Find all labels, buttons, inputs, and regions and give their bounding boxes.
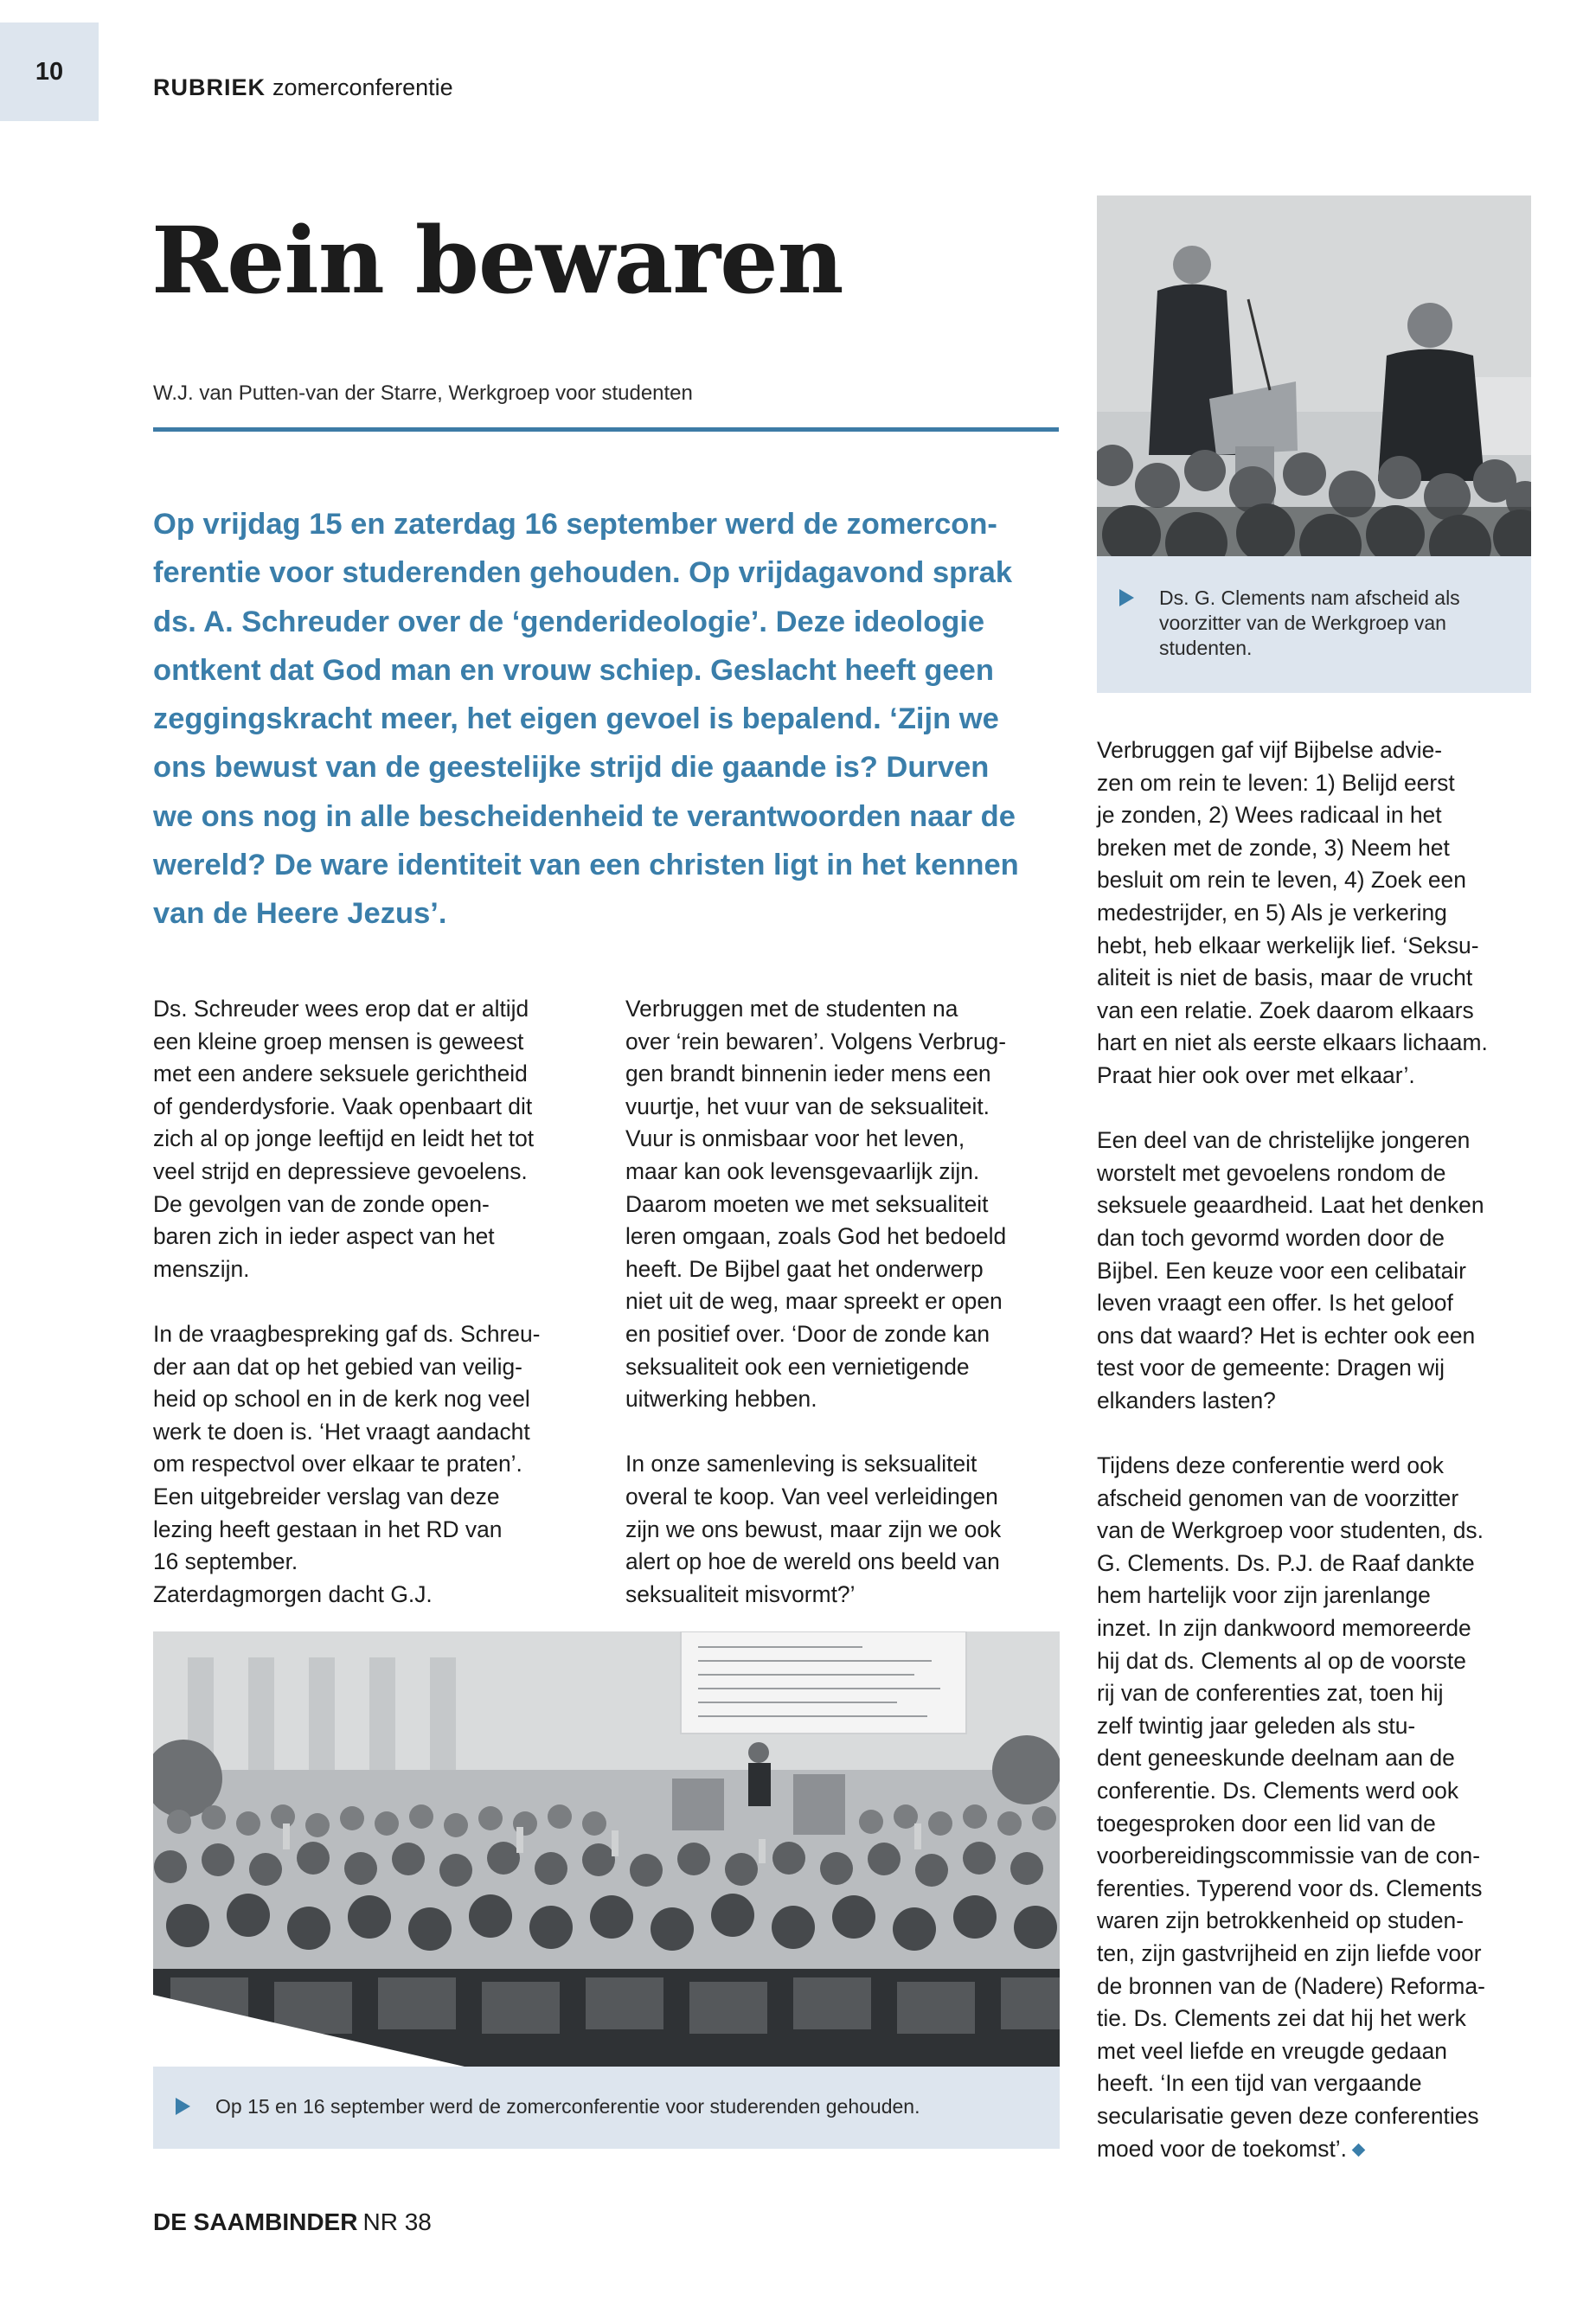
body-line: breken met de zonde, 3) Neem het (1097, 834, 1450, 861)
caption-text: Op 15 en 16 september werd de zomerconferentie voor studerenden gehouden. (215, 2095, 920, 2118)
body-line: In onze samenleving is seksualiteit (625, 1451, 977, 1477)
issue-number: NR 38 (362, 2208, 432, 2235)
body-line: je zonden, 2) Wees radicaal in het (1097, 802, 1442, 829)
paragraph-gap (1097, 1417, 1547, 1450)
body-line: secularisatie geven deze conferenties (1097, 2102, 1479, 2129)
body-line: alert op hoe de wereld ons beeld van (625, 1548, 1000, 1575)
body-line: de bronnen van de (Nadere) Reforma- (1097, 1972, 1485, 1999)
lead-line: van de Heere Jezus’. (153, 897, 447, 931)
body-line: der aan dat op het gebied van veilig- (153, 1353, 522, 1380)
caption-line: voorzitter van de Werkgroep van (1159, 612, 1446, 634)
page-number: 10 (35, 58, 64, 86)
body-line: seksuele geaardheid. Laat het denken (1097, 1192, 1484, 1219)
body-line: inzet. In zijn dankwoord memoreerde (1097, 1615, 1471, 1642)
body-line: Daarom moeten we met seksualiteit (625, 1190, 989, 1217)
body-line: hij dat ds. Clements al op de voorste (1097, 1647, 1466, 1674)
lead-line: ons bewust van de geestelijke strijd die gaande is? Durven (153, 751, 990, 785)
body-line: ons dat waard? Het is echter ook een (1097, 1322, 1476, 1349)
body-line: met een andere seksuele gerichtheid (153, 1061, 528, 1087)
title-divider (153, 427, 1059, 432)
body-line (1097, 2133, 1547, 2166)
section-header (153, 74, 453, 101)
lead-line: zeggingskracht meer, het eigen gevoel is bepalend. ‘Zijn we (153, 702, 999, 736)
caption-line: Ds. G. Clements nam afscheid als (1159, 586, 1460, 609)
body-line: seksualiteit misvormt?’ (625, 1580, 856, 1607)
body-line: Bijbel. Een keuze voor een celibatair (1097, 1257, 1466, 1284)
body-line: zen om rein te leven: 1) Belijd eerst (1097, 769, 1455, 796)
body-line: een kleine groep mensen is geweest (153, 1028, 524, 1054)
caption-text (1159, 586, 1514, 661)
photo-speakers-caption (1097, 556, 1531, 693)
body-line: ten, zijn gastvrijheid en zijn liefde voor (1097, 1939, 1482, 1966)
body-line: en positief over. ‘Door de zonde kan (625, 1320, 990, 1347)
body-line: uitwerking hebben. (625, 1386, 817, 1413)
section-label: RUBRIEK (153, 74, 266, 100)
body-line: elkanders lasten? (1097, 1387, 1276, 1413)
body-line: In de vraagbespreking gaf ds. Schreu- (153, 1320, 541, 1347)
lead-line: ontkent dat God man en vrouw schiep. Geslacht heeft geen (153, 653, 994, 687)
article-lead (153, 500, 1061, 939)
body-line: vuurtje, het vuur van de seksualiteit. (625, 1093, 990, 1119)
body-line: heid op school en in de kerk nog veel (153, 1386, 530, 1413)
body-line: hart en niet als eerste elkaars lichaam. (1097, 1029, 1488, 1056)
body-line: seksualiteit ook een vernietigende (625, 1353, 970, 1380)
body-line: van de Werkgroep voor studenten, ds. (1097, 1517, 1484, 1544)
paragraph-gap (153, 1285, 603, 1318)
body-line: van een relatie. Zoek daarom elkaars (1097, 997, 1474, 1023)
paragraph-gap (1097, 1093, 1547, 1125)
body-line: zich al op jonge leeftijd en leidt het tot (153, 1125, 535, 1152)
body-line: zijn we ons bewust, maar zijn we ook (625, 1516, 1002, 1542)
body-line: menszijn. (153, 1255, 250, 1282)
body-line: ferenties. Typerend voor ds. Clements (1097, 1875, 1483, 1901)
body-line: conferentie. Ds. Clements werd ook (1097, 1778, 1459, 1804)
lead-line: ds. A. Schreuder over de ‘genderideologie’. Deze ideologie (153, 605, 985, 638)
body-line: medestrijder, en 5) Als je verkering (1097, 899, 1447, 926)
body-line: test voor de gemeente: Dragen wij (1097, 1355, 1445, 1381)
body-column-1 (153, 993, 603, 1611)
body-line: rij van de conferenties zat, toen hij (1097, 1680, 1444, 1707)
article-byline: W.J. van Putten-van der Starre, Werkgroep voor studenten (153, 381, 693, 405)
body-line: lezing heeft gestaan in het RD van (153, 1516, 503, 1542)
lead-line: we ons nog in alle bescheidenheid te verantwoorden naar de (153, 799, 1016, 833)
body-line: Tijdens deze conferentie werd ook (1097, 1452, 1444, 1479)
photo-conference-hall (153, 1631, 1060, 2067)
body-line: werk te doen is. ‘Het vraagt aandacht (153, 1418, 530, 1445)
body-line: Verbruggen gaf vijf Bijbelse advie- (1097, 737, 1443, 763)
body-column-3 (1097, 734, 1547, 2165)
article-title: Rein bewaren (151, 206, 843, 314)
lead-line: Op vrijdag 15 en zaterdag 16 september werd de zomercon- (153, 508, 997, 541)
body-line: of genderdysforie. Vaak openbaart dit (153, 1093, 533, 1119)
photo-conference-hall-caption (153, 2067, 1060, 2149)
body-line: Een deel van de christelijke jongeren (1097, 1127, 1471, 1154)
lead-line: ferentie voor studerenden gehouden. Op vrijdagavond sprak (153, 556, 1013, 590)
body-line: heeft. De Bijbel gaat het onderwerp (625, 1255, 984, 1282)
body-line: afscheid genomen van de voorzitter (1097, 1484, 1459, 1511)
body-line: aliteit is niet de basis, maar de vrucht (1097, 965, 1473, 991)
lead-line: wereld? De ware identiteit van een christen ligt in het kennen (153, 849, 1019, 882)
body-line: overal te koop. Van veel verleidingen (625, 1483, 998, 1509)
caption-line: studenten. (1159, 637, 1253, 659)
paragraph-gap (625, 1416, 1075, 1449)
publication-name: DE SAAMBINDER (153, 2208, 358, 2235)
photo-speakers (1097, 195, 1531, 556)
body-line: zelf twintig jaar geleden als stu- (1097, 1712, 1416, 1739)
body-line: leven vraagt een offer. Is het geloof (1097, 1290, 1453, 1317)
body-line: voorbereidingscommissie van de con- (1097, 1843, 1480, 1869)
body-line: besluit om rein te leven, 4) Zoek een (1097, 867, 1466, 894)
body-line: maar kan ook levensgevaarlijk zijn. (625, 1157, 980, 1184)
section-topic: zomerconferentie (272, 74, 453, 100)
body-line: Zaterdagmorgen dacht G.J. (153, 1580, 433, 1607)
end-of-article-icon (1352, 2144, 1366, 2157)
body-line: Vuur is onmisbaar voor het leven, (625, 1125, 965, 1152)
body-column-2 (625, 993, 1075, 1611)
body-line: Verbruggen met de studenten na (625, 996, 958, 1022)
body-line: Een uitgebreider verslag van deze (153, 1483, 500, 1509)
body-line: niet uit de weg, maar spreekt er open (625, 1288, 1003, 1315)
body-line: dent geneeskunde deelnam aan de (1097, 1745, 1455, 1772)
body-line: veel strijd en depressieve gevoelens. (153, 1157, 528, 1184)
body-line: worstelt met gevoelens rondom de (1097, 1159, 1446, 1186)
body-line: G. Clements. Ds. P.J. de Raaf dankte (1097, 1549, 1475, 1576)
body-line: leren omgaan, zoals God het bedoeld (625, 1223, 1007, 1250)
body-line: waren zijn betrokkenheid op studen- (1097, 1907, 1464, 1934)
body-line: hem hartelijk voor zijn jarenlange (1097, 1582, 1431, 1609)
body-line: hebt, heb elkaar werkelijk lief. ‘Seksu- (1097, 932, 1479, 958)
body-line: 16 september. (153, 1548, 298, 1575)
body-line: met veel liefde en vreugde gedaan (1097, 2037, 1447, 2064)
body-line: dan toch gevormd worden door de (1097, 1224, 1445, 1251)
body-line: Praat hier ook over met elkaar’. (1097, 1061, 1415, 1088)
body-line: toegesproken door een lid van de (1097, 1810, 1436, 1836)
body-line: De gevolgen van de zonde open- (153, 1190, 490, 1217)
body-line: om respectvol over elkaar te praten’. (153, 1451, 522, 1477)
caption-triangle-icon (176, 2098, 190, 2115)
body-line: over ‘rein bewaren’. Volgens Verbrug- (625, 1028, 1007, 1054)
body-line: Ds. Schreuder wees erop dat er altijd (153, 996, 529, 1022)
body-line: gen brandt binnenin ieder mens een (625, 1061, 991, 1087)
caption-triangle-icon (1119, 589, 1134, 606)
body-line-text: moed voor de toekomst’. (1097, 2135, 1347, 2162)
body-line: heeft. ‘In een tijd van vergaande (1097, 2070, 1422, 2097)
body-line: tie. Ds. Clements zei dat hij het werk (1097, 2005, 1466, 2032)
body-line: baren zich in ieder aspect van het (153, 1223, 495, 1250)
page-footer (153, 2208, 432, 2236)
